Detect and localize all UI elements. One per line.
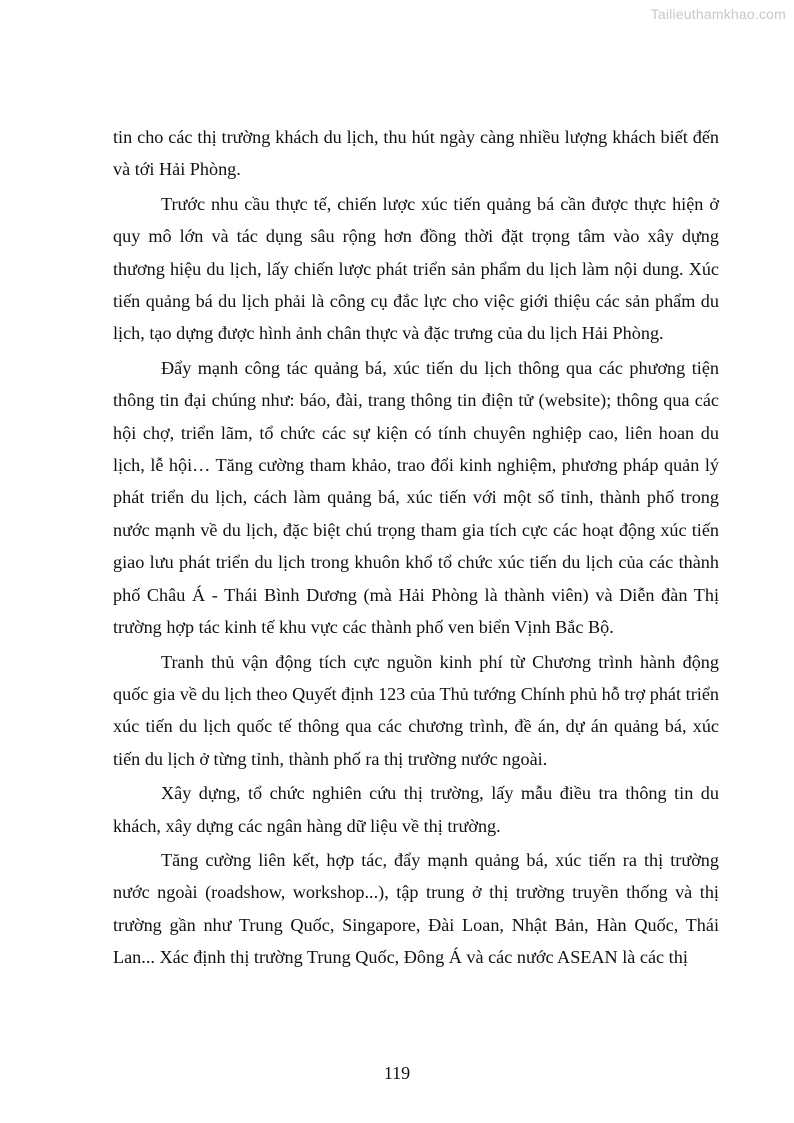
document-body: [113, 121, 719, 976]
paragraph-4: Tranh thủ vận động tích cực nguồn kinh phí từ Chương trình hành động quốc gia về du lịch theo Quyết định 123 của Thủ tướng Chính phủ hỗ trợ phát triển xúc tiến du lịch quốc tế thông qua các chương trình, đề án, dự án quảng bá, xúc tiến du lịch ở từng tỉnh, thành phố ra thị trường nước ngoài.: [113, 651, 719, 769]
paragraph-6: Tăng cường liên kết, hợp tác, đẩy mạnh quảng bá, xúc tiến ra thị trường nước ngoài (roadshow, workshop...), tập trung ở thị trường truyền thống và thị trường gần như Trung Quốc, Singapore, Đài Loan, Nhật Bản, Hàn Quốc, Thái Lan... Xác định thị trường Trung Quốc, Đông Á và các nước ASEAN là các thị: [113, 849, 719, 968]
paragraph-1: tin cho các thị trường khách du lịch, thu hút ngày càng nhiều lượng khách biết đến và tới Hải Phòng.: [113, 127, 719, 180]
watermark: Tailieuthamkhao.com: [650, 6, 786, 22]
paragraph-2: Trước nhu cầu thực tế, chiến lược xúc tiến quảng bá cần được thực hiện ở quy mô lớn và tác dụng sâu rộng hơn đồng thời đặt trọng tâm vào xây dựng thương hiệu du lịch, lấy chiến lược phát triển sản phẩm du lịch làm nội dung. Xúc tiến quảng bá du lịch phải là công cụ đắc lực cho việc giới thiệu các sản phẩm du lịch, tạo dựng được hình ảnh chân thực và đặc trưng của du lịch Hải Phòng.: [113, 193, 719, 344]
page-number: 119: [383, 1063, 411, 1083]
paragraph-5: Xây dựng, tổ chức nghiên cứu thị trường, lấy mẫu điều tra thông tin du khách, xây dựng các ngân hàng dữ liệu về thị trường.: [113, 783, 719, 836]
paragraph-3: Đẩy mạnh công tác quảng bá, xúc tiến du lịch thông qua các phương tiện thông tin đại chúng như: báo, đài, trang thông tin điện tử (website); thông qua các hội chợ, triển lãm, tổ chức các sự kiện có tính chuyên nghiệp cao, liên hoan du lịch, lễ hội… Tăng cường tham khảo, trao đổi kinh nghiệm, phương pháp quản lý phát triển du lịch, cách làm quảng bá, xúc tiến với một số tỉnh, thành phố trong nước mạnh về du lịch, đặc biệt chú trọng tham gia tích cực các hoạt động xúc tiến giao lưu phát triển du lịch trong khuôn khổ tổ chức xúc tiến du lịch của các thành phố Châu Á - Thái Bình Dương (mà Hải Phòng là thành viên) và Diễn đàn Thị trường hợp tác kinh tế khu vực các thành phố ven biển Vịnh Bắc Bộ.: [113, 357, 719, 638]
